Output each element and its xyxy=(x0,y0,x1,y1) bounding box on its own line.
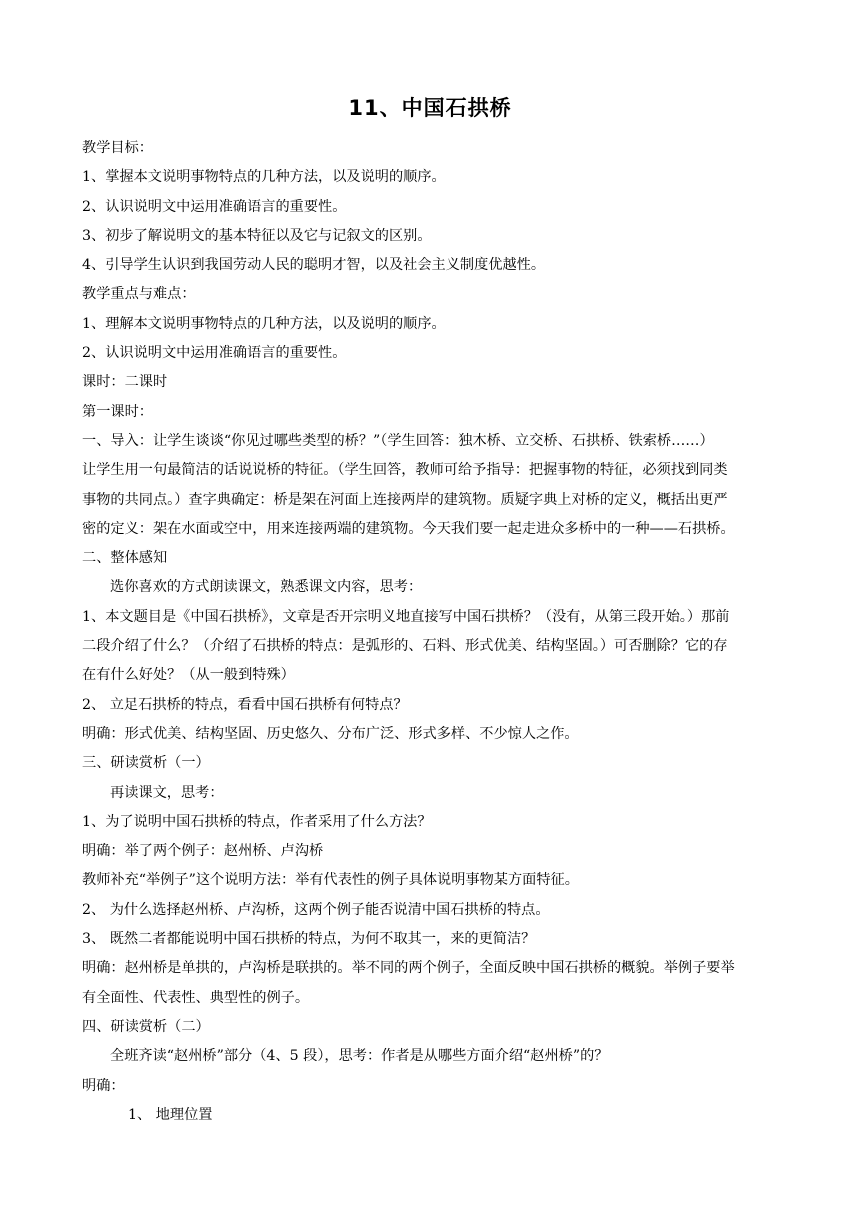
key-point-item: 2、认识说明文中运用准确语言的重要性。 xyxy=(82,345,347,362)
document-title: 11、中国石拱桥 xyxy=(348,96,512,120)
objective-item: 2、认识说明文中运用准确语言的重要性。 xyxy=(82,198,347,215)
paragraph-line: 一、导入：让学生谈谈“你见过哪些类型的桥？”（学生回答：独木桥、立交桥、石拱桥、铁索桥……） xyxy=(82,432,714,449)
section-heading-analysis-2: 四、研读赏析（二） xyxy=(82,1018,210,1035)
document-body xyxy=(82,134,782,1130)
paragraph-line: 教师补充“举例子”这个说明方法：举有代表性的例子具体说明事物某方面特征。 xyxy=(82,872,579,889)
question-item: 3、 既然二者都能说明中国石拱桥的特点，为何不取其一，来的更简洁？ xyxy=(82,931,536,948)
paragraph-line: 再读课文，思考： xyxy=(110,784,224,801)
section-heading-key-points: 教学重点与难点： xyxy=(82,286,196,303)
objective-item: 3、初步了解说明文的基本特征以及它与记叙文的区别。 xyxy=(82,227,432,244)
question-item: 1、为了说明中国石拱桥的特点，作者采用了什么方法？ xyxy=(82,813,432,830)
section-heading-analysis-1: 三、研读赏析（一） xyxy=(82,755,210,772)
paragraph-line: 让学生用一句最简洁的话说说桥的特征。（学生回答，教师可给予指导：把握事物的特征，必须找到同类 xyxy=(82,462,728,479)
class-hours: 课时：二课时 xyxy=(82,374,168,391)
question-item: 2、 为什么选择赵州桥、卢沟桥，这两个例子能否说清中国石拱桥的特点。 xyxy=(82,901,550,918)
objective-item: 1、掌握本文说明事物特点的几种方法，以及说明的顺序。 xyxy=(82,169,446,186)
paragraph-line: 二段介绍了什么？（介绍了石拱桥的特点：是弧形的、石料、形式优美、结构坚固。）可否删除？它的存 xyxy=(82,638,728,655)
section-heading-overall: 二、整体感知 xyxy=(82,550,168,567)
answer-line: 明确：形式优美、结构坚固、历史悠久、分布广泛、形式多样、不少惊人之作。 xyxy=(82,725,579,742)
paragraph-line: 在有什么好处？（从一般到特殊） xyxy=(82,667,295,684)
list-item: 1、 地理位置 xyxy=(128,1106,213,1123)
paragraph-line: 事物的共同点。）查字典确定：桥是架在河面上连接两岸的建筑物。质疑字典上对桥的定义，概括出更严 xyxy=(82,491,728,508)
answer-label: 明确： xyxy=(82,1077,125,1094)
paragraph-line: 选你喜欢的方式朗读课文，熟悉课文内容，思考： xyxy=(110,579,423,596)
key-point-item: 1、理解本文说明事物特点的几种方法，以及说明的顺序。 xyxy=(82,315,446,332)
first-lesson-heading: 第一课时： xyxy=(82,403,153,420)
paragraph-line: 1、本文题目是《中国石拱桥》，文章是否开宗明义地直接写中国石拱桥？（没有，从第三段开始。）那前 xyxy=(82,608,730,625)
section-heading-objectives: 教学目标： xyxy=(82,140,153,156)
paragraph-line: 全班齐读“赵州桥”部分（4、5 段），思考：作者是从哪些方面介绍“赵州桥”的？ xyxy=(110,1048,609,1065)
answer-line: 明确：赵州桥是单拱的，卢沟桥是联拱的。举不同的两个例子，全面反映中国石拱桥的概貌。举例子要举 xyxy=(82,960,735,977)
question-item: 2、 立足石拱桥的特点，看看中国石拱桥有何特点？ xyxy=(82,696,408,713)
paragraph-line: 密的定义：架在水面或空中，用来连接两端的建筑物。今天我们要一起走进众多桥中的一种——石拱桥。 xyxy=(82,520,735,537)
answer-line: 明确：举了两个例子：赵州桥、卢沟桥 xyxy=(82,843,324,860)
answer-line: 有全面性、代表性、典型性的例子。 xyxy=(82,989,310,1006)
objective-item: 4、引导学生认识到我国劳动人民的聪明才智，以及社会主义制度优越性。 xyxy=(82,257,546,274)
